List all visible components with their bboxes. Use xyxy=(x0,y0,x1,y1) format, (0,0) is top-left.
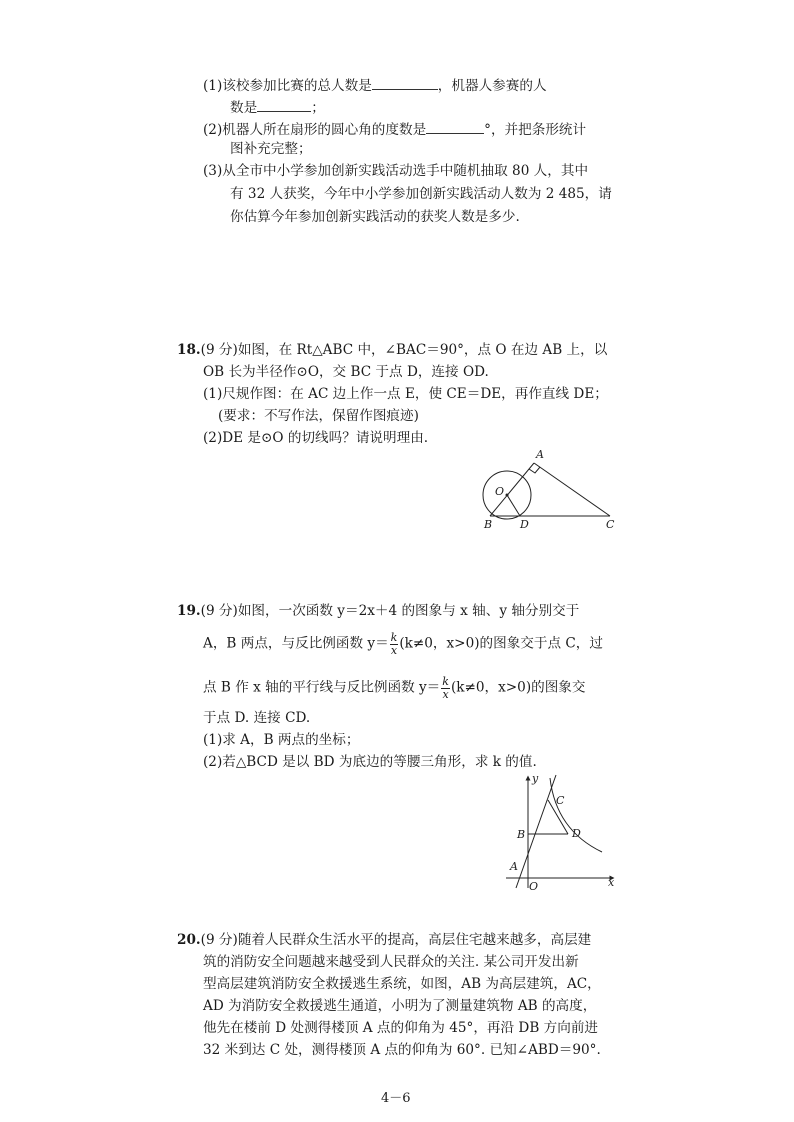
q20-line4: AD 为消防安全救援逃生通道，小明为了测量建筑物 AB 的高度， xyxy=(203,998,597,1014)
right-angle-mark xyxy=(529,467,540,473)
q20-line6: 32 米到达 C 处，测得楼顶 A 点的仰角为 60°. 已知∠ABD＝90°. xyxy=(203,1042,601,1058)
label-c: C xyxy=(556,794,565,807)
fraction-numerator-2: k xyxy=(442,675,449,688)
answer-blank-total[interactable] xyxy=(372,77,438,90)
q20-line3: 型高层建筑消防安全救援逃生系统，如图，AB 为高层建筑，AC， xyxy=(203,976,601,992)
q20-line5: 他先在楼前 D 处测得楼顶 A 点的仰角为 45°，再沿 DB 方向前进 xyxy=(203,1020,599,1036)
q17-part1-line2 xyxy=(230,99,325,116)
label-d: D xyxy=(572,827,581,840)
q19-text-3a: 点 B 作 x 轴的平行线与反比例函数 y＝ xyxy=(203,679,441,696)
label-b: B xyxy=(517,828,526,841)
q20-text-1: (9 分)随着人民群众生活水平的提高，高层住宅越来越多，高层建 xyxy=(200,932,592,948)
q17-p1-text-d: ； xyxy=(311,100,325,116)
q19-line1 xyxy=(177,605,579,619)
label-y: y xyxy=(532,772,539,785)
label-b: B xyxy=(484,518,493,531)
q19-number: 19. xyxy=(177,603,201,619)
fraction-denominator: x xyxy=(390,643,398,657)
q17-p1-text-a: (1)该校参加比赛的总人数是 xyxy=(203,78,372,94)
q18-line5: (2)DE 是⊙O 的切线吗？请说明理由. xyxy=(203,430,429,446)
fraction-k-over-x-2 xyxy=(441,676,450,700)
q17-part2-line2: 图补充完整； xyxy=(230,141,312,157)
label-d: D xyxy=(520,518,529,531)
fraction-k-over-x xyxy=(390,632,399,656)
hyperbola xyxy=(550,778,602,852)
label-x: x xyxy=(608,876,615,889)
fraction-numerator: k xyxy=(390,631,398,644)
q19-line4: 于点 D. 连接 CD. xyxy=(203,710,311,726)
q17-part2-line1 xyxy=(203,121,586,138)
q19-line5: (1)求 A，B 两点的坐标； xyxy=(203,732,360,748)
label-c: C xyxy=(606,518,615,531)
q19-text-1: (9 分)如图，一次函数 y＝2x＋4 的图象与 x 轴、y 轴分别交于 xyxy=(200,603,580,619)
label-o: O xyxy=(529,880,539,892)
label-a: A xyxy=(510,860,518,873)
q17-p1-text-b: ，机器人参赛的人 xyxy=(437,78,547,94)
segment-od xyxy=(507,495,520,516)
answer-blank-robot[interactable] xyxy=(257,99,311,112)
q19-figure xyxy=(498,770,622,892)
q19-text-2a: A，B 两点，与反比例函数 y＝ xyxy=(203,635,389,652)
label-o: O xyxy=(495,485,505,498)
q18-text-1: (9 分)如图，在 Rt△ABC 中，∠BAC＝90°，点 O 在边 AB 上，以 xyxy=(200,342,608,358)
q19-text-2b: (k≠0，x>0)的图象交于点 C，过 xyxy=(399,635,603,652)
q18-line2: OB 长为半径作⊙O，交 BC 于点 D，连接 OD. xyxy=(203,364,489,380)
q19-text-3b: (k≠0，x>0)的图象交 xyxy=(450,679,586,696)
q19-line2 xyxy=(203,632,603,656)
center-dot xyxy=(506,494,509,497)
segment-ac xyxy=(534,463,610,516)
q17-part3-line1: (3)从全市中小学参加创新实践活动选手中随机抽取 80 人，其中 xyxy=(203,163,589,179)
page-number: 4－6 xyxy=(381,1091,411,1106)
q17-part3-line3: 你估算今年参加创新实践活动的获奖人数是多少. xyxy=(230,209,520,225)
q20-line1 xyxy=(177,934,591,948)
q19-line3 xyxy=(203,676,586,700)
q17-part1-line1 xyxy=(203,77,547,94)
q19-line6: (2)若△BCD 是以 BD 为底边的等腰三角形，求 k 的值. xyxy=(203,754,537,770)
q20-line2: 筑的消防安全问题越来越受到人民群众的关注. 某公司开发出新 xyxy=(203,954,579,970)
label-a: A xyxy=(536,448,544,461)
q20-number: 20. xyxy=(177,932,201,948)
q18-line1 xyxy=(177,344,607,358)
q17-p1-text-c: 数是 xyxy=(230,100,258,116)
answer-blank-angle[interactable] xyxy=(426,121,484,134)
q17-part3-line2: 有 32 人获奖，今年中小学参加创新实践活动人数为 2 485，请 xyxy=(230,186,612,202)
q17-p2-text-b: °，并把条形统计 xyxy=(484,122,587,138)
q18-number: 18. xyxy=(177,342,201,358)
fraction-denominator-2: x xyxy=(442,687,449,701)
q17-p2-text-a: (2)机器人所在扇形的圆心角的度数是 xyxy=(203,122,427,138)
q18-figure xyxy=(470,448,620,538)
q18-line3: (1)尺规作图：在 AC 边上作一点 E，使 CE＝DE，再作直线 DE； xyxy=(203,386,608,402)
q18-line4: (要求：不写作法，保留作图痕迹) xyxy=(218,408,419,424)
